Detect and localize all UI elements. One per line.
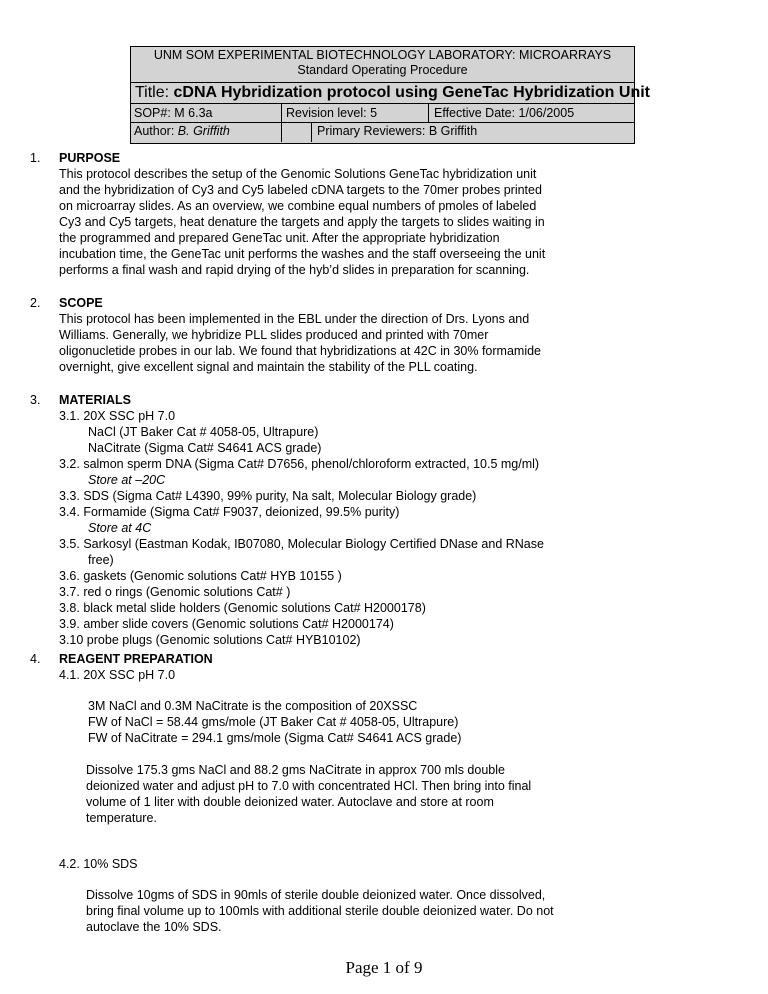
title-label: Title:: [135, 84, 174, 101]
lab-name: UNM SOM EXPERIMENTAL BIOTECHNOLOGY LABORATORY: MICROARRAYS: [153, 48, 612, 62]
reagent-heading: REAGENT PREPARATION: [59, 652, 213, 666]
purpose-line: performs a final wash and rapid drying of the hyb’d slides in preparation for scanning.: [59, 263, 530, 277]
purpose-line: incubation time, the GeneTac unit performs the washes and the staff overseeing the unit: [59, 247, 546, 261]
lab-banner: [130, 46, 635, 82]
materials-item: Store at –20C: [88, 473, 166, 487]
materials-item: free): [88, 553, 114, 567]
materials-item: 3.7. red o rings (Genomic solutions Cat# ): [59, 585, 291, 599]
author: [131, 123, 230, 139]
reagent-subheading-ssc: 4.1. 20X SSC pH 7.0: [59, 668, 176, 682]
sds-line: Dissolve 10gms of SDS in 90mls of sterile double deionized water. Once dissolved,: [86, 888, 546, 902]
materials-item: NaCitrate (Sigma Cat# S4641 ACS grade): [88, 441, 322, 455]
materials-number: 3.: [30, 393, 41, 407]
effective-date: Effective Date: 1/06/2005: [434, 106, 575, 120]
composition-line: FW of NaCl = 58.44 gms/mole (JT Baker Cat # 4058-05, Ultrapure): [88, 715, 459, 729]
composition-line: FW of NaCitrate = 294.1 gms/mole (Sigma Cat# S4641 ACS grade): [88, 731, 462, 745]
sop-type: Standard Operating Procedure: [297, 63, 468, 77]
grid-divider: [281, 122, 282, 142]
page-footer: Page 1 of 9: [345, 958, 423, 977]
sds-line: autoclave the 10% SDS.: [86, 920, 222, 934]
scope-line: oligonucletide probes in our lab. We found that hybridizations at 42C in 30% formamide: [59, 344, 541, 358]
dissolve-line: temperature.: [86, 811, 157, 825]
composition-line: 3M NaCl and 0.3M NaCitrate is the composition of 20XSSC: [88, 699, 418, 713]
scope-line: overnight, give excellent signal and maintain the stability of the PLL coating.: [59, 360, 478, 374]
primary-reviewers: Primary Reviewers: B Griffith: [317, 124, 478, 138]
materials-item: 3.2. salmon sperm DNA (Sigma Cat# D7656, phenol/chloroform extracted, 10.5 mg/ml): [59, 457, 540, 471]
materials-heading: MATERIALS: [59, 393, 131, 407]
reagent-subheading-sds: 4.2. 10% SDS: [59, 857, 138, 871]
sop-number: SOP#: M 6.3a: [134, 106, 213, 120]
materials-item: 3.4. Formamide (Sigma Cat# F9037, deionized, 99.5% purity): [59, 505, 400, 519]
grid-divider: [281, 104, 282, 122]
dissolve-line: Dissolve 175.3 gms NaCl and 88.2 gms NaCitrate in approx 700 mls double: [86, 763, 505, 777]
materials-item: 3.3. SDS (Sigma Cat# L4390, 99% purity, Na salt, Molecular Biology grade): [59, 489, 477, 503]
materials-item: Store at 4C: [88, 521, 152, 535]
revision-level: Revision level: 5: [286, 106, 378, 120]
purpose-line: the programmed and prepared GeneTac unit. After the appropriate hybridization: [59, 231, 500, 245]
purpose-line: Cy3 and Cy5 targets, heat denature the targets and apply the targets to slides waiting in: [59, 215, 545, 229]
materials-item: NaCl (JT Baker Cat # 4058-05, Ultrapure): [88, 425, 319, 439]
sop-header-table: [130, 46, 650, 144]
grid-divider: [131, 122, 634, 123]
reagent-number: 4.: [30, 652, 41, 666]
materials-item: 3.5. Sarkosyl (Eastman Kodak, IB07080, Molecular Biology Certified DNase and RNase: [59, 537, 544, 551]
purpose-line: on microarray slides. As an overview, we combine equal numbers of pmoles of labeled: [59, 199, 537, 213]
scope-line: Williams. Generally, we hybridize PLL slides produced and printed with 70mer: [59, 328, 489, 342]
purpose-line: and the hybridization of Cy3 and Cy5 labeled cDNA targets to the 70mer probes printed: [59, 183, 542, 197]
author-name: B. Griffith: [177, 124, 230, 138]
materials-item: 3.8. black metal slide holders (Genomic solutions Cat# H2000178): [59, 601, 426, 615]
scope-number: 2.: [30, 296, 41, 310]
sop-metadata-grid: [130, 103, 635, 144]
purpose-line: This protocol describes the setup of the Genomic Solutions GeneTac hybridization unit: [59, 167, 537, 181]
grid-divider: [311, 122, 312, 142]
materials-item: 3.6. gaskets (Genomic solutions Cat# HYB 10155 ): [59, 569, 342, 583]
scope-line: This protocol has been implemented in the EBL under the direction of Drs. Lyons and: [59, 312, 530, 326]
materials-item: 3.10 probe plugs (Genomic solutions Cat# HYB10102): [59, 633, 361, 647]
dissolve-line: deionized water and adjust pH to 7.0 with concentrated HCl. Then bring into final: [86, 779, 532, 793]
purpose-number: 1.: [30, 151, 41, 165]
materials-item: 3.9. amber slide covers (Genomic solutions Cat# H2000174): [59, 617, 394, 631]
grid-divider: [428, 104, 429, 122]
sds-line: bring final volume up to 100mls with additional sterile double deionized water. Do not: [86, 904, 554, 918]
scope-heading: SCOPE: [59, 296, 103, 310]
author-label: Author:: [134, 124, 178, 138]
title-text: cDNA Hybridization protocol using GeneTac Hybridization Unit: [173, 84, 650, 101]
dissolve-line: volume of 1 liter with double deionized water. Autoclave and store at room: [86, 795, 494, 809]
document-title: [130, 82, 650, 103]
materials-item: 3.1. 20X SSC pH 7.0: [59, 409, 176, 423]
purpose-heading: PURPOSE: [59, 151, 121, 165]
